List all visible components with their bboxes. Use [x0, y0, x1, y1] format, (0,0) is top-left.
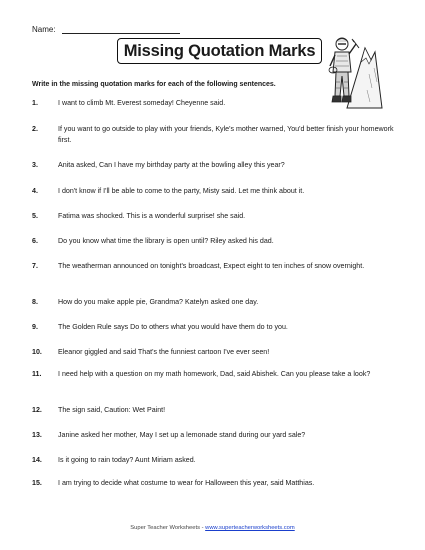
- question-number: 8.: [32, 298, 38, 306]
- title-text: Missing Quotation Marks: [123, 41, 316, 60]
- question-number: 2.: [32, 125, 38, 133]
- question-text: Is it going to rain today? Aunt Miriam asked.: [58, 456, 196, 464]
- question-item: [32, 478, 394, 489]
- question-text: The sign said, Caution: Wet Paint!: [58, 406, 166, 414]
- question-text: I am trying to decide what costume to wear for Halloween this year, said Matthias.: [58, 479, 315, 487]
- question-number: 3.: [32, 161, 38, 169]
- question-number: 12.: [32, 406, 42, 414]
- worksheet-title: [117, 38, 322, 64]
- question-number: 5.: [32, 212, 38, 220]
- footer-link[interactable]: www.superteacherworksheets.com: [205, 525, 295, 531]
- question-text: Anita asked, Can I have my birthday party at the bowling alley this year?: [58, 161, 285, 169]
- question-item: [32, 430, 394, 441]
- question-number: 13.: [32, 431, 42, 439]
- footer: [0, 525, 425, 531]
- question-text: I need help with a question on my math homework, Dad, said Abishek. Can you please take a look?: [58, 370, 371, 378]
- question-text: Janine asked her mother, May I set up a lemonade stand during our yard sale?: [58, 431, 306, 439]
- question-item: [32, 98, 394, 109]
- question-number: 1.: [32, 99, 38, 107]
- question-text: I don't know if I'll be able to come to the party, Misty said. Let me think about it.: [58, 187, 305, 195]
- question-item: [32, 211, 394, 222]
- question-number: 11.: [32, 370, 42, 378]
- question-item: [32, 369, 394, 380]
- question-text: The Golden Rule says Do to others what you would have them do to you.: [58, 323, 288, 331]
- question-item: [32, 455, 394, 466]
- question-number: 14.: [32, 456, 42, 464]
- question-item: [32, 124, 394, 146]
- question-text: Fatima was shocked. This is a wonderful surprise! she said.: [58, 212, 246, 220]
- question-number: 9.: [32, 323, 38, 331]
- footer-brand: Super Teacher Worksheets -: [130, 525, 206, 531]
- question-text: How do you make apple pie, Grandma? Katelyn asked one day.: [58, 298, 259, 306]
- question-number: 4.: [32, 187, 38, 195]
- question-number: 15.: [32, 479, 42, 487]
- question-text: I want to climb Mt. Everest someday! Cheyenne said.: [58, 99, 226, 107]
- question-number: 7.: [32, 262, 38, 270]
- question-item: [32, 347, 394, 358]
- question-item: [32, 261, 394, 272]
- question-text: Do you know what time the library is open until? Riley asked his dad.: [58, 237, 274, 245]
- question-text: The weatherman announced on tonight's broadcast, Expect eight to ten inches of snow overnight.: [58, 262, 365, 270]
- question-item: [32, 236, 394, 247]
- question-item: [32, 186, 394, 197]
- question-item: [32, 297, 394, 308]
- question-text: If you want to go outside to play with your friends, Kyle's mother warned, You'd better finish your homework first.: [58, 125, 394, 144]
- question-item: [32, 405, 394, 416]
- name-field: [32, 25, 180, 34]
- question-number: 10.: [32, 348, 42, 356]
- question-item: [32, 322, 394, 333]
- question-number: 6.: [32, 237, 38, 245]
- name-line[interactable]: [62, 25, 180, 34]
- instructions: Write in the missing quotation marks for each of the following sentences.: [32, 81, 276, 88]
- name-label: Name:: [32, 25, 56, 34]
- question-item: [32, 160, 394, 171]
- question-text: Eleanor giggled and said That's the funniest cartoon I've ever seen!: [58, 348, 270, 356]
